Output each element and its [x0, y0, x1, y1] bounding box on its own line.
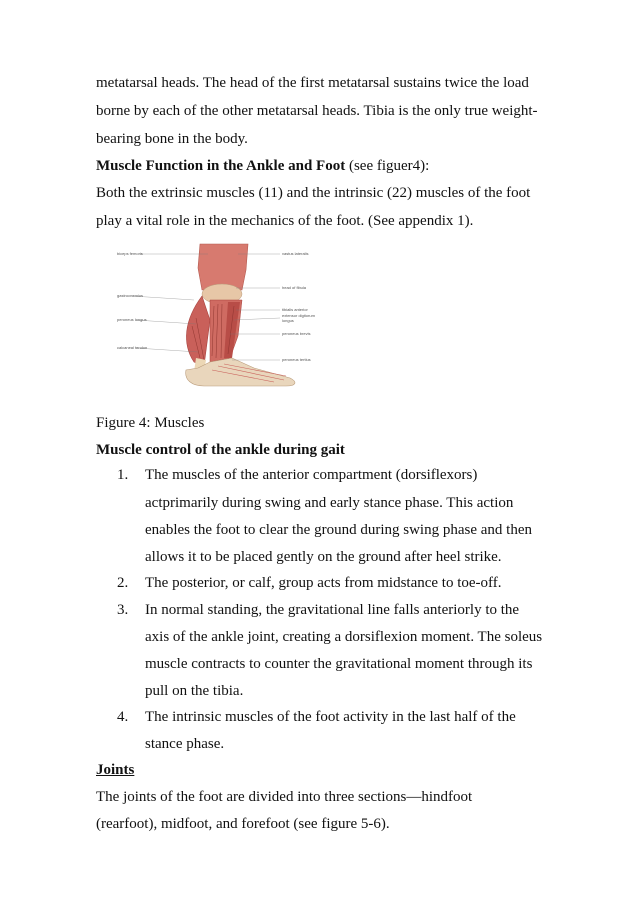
- label-gastrocnemius: gastrocnemius: [117, 293, 144, 298]
- label-peroneus-brevis: peroneus brevis: [282, 331, 311, 336]
- paragraph-line: The joints of the foot are divided into three sections—hindfoot: [96, 789, 473, 805]
- leg-muscles-illustration: [114, 240, 336, 388]
- heading-reference-text: (see figuer4):: [345, 158, 430, 174]
- thigh-shape: [198, 244, 248, 290]
- list-item-line: stance phase.: [145, 736, 225, 752]
- label-calcaneal-tendon: calcaneal tendon: [117, 345, 148, 350]
- list-item-line: actprimarily during swing and early stance phase. This action: [145, 495, 514, 511]
- list-item-line: The muscles of the anterior compartment (dorsiflexors): [145, 467, 478, 483]
- section-heading-muscle-function: [96, 156, 429, 176]
- list-item-line: allows it to be placed gently on the ground after heel strike.: [145, 549, 502, 565]
- calf-shape: [186, 296, 210, 366]
- list-item-line: In normal standing, the gravitational line falls anteriorly to the: [145, 602, 520, 618]
- section-heading-joints: Joints: [96, 762, 135, 778]
- label-longus: longus: [282, 318, 294, 323]
- label-vastus-lateralis: vastus lateralis: [282, 251, 309, 256]
- list-item-number: 3.: [117, 602, 129, 618]
- label-peroneus-tertius: peroneus tertius: [282, 357, 311, 362]
- heading-bold-text: Muscle Function in the Ankle and Foot: [96, 158, 346, 174]
- paragraph-line: (rearfoot), midfoot, and forefoot (see figure 5-6).: [96, 816, 390, 832]
- list-item-line: axis of the ankle joint, creating a dorsiflexion moment. The soleus: [145, 629, 543, 645]
- label-tibialis-anterior: tibialis anterior: [282, 307, 308, 312]
- label-biceps-femoris: biceps femoris: [117, 251, 143, 256]
- list-item-line: pull on the tibia.: [145, 683, 244, 699]
- label-peroneus-longus: peroneus longus: [117, 317, 147, 322]
- section-heading-gait: Muscle control of the ankle during gait: [96, 442, 345, 458]
- paragraph-line: bearing bone in the body.: [96, 131, 248, 147]
- list-item-line: muscle contracts to counter the gravitational moment through its: [145, 656, 533, 672]
- paragraph-line: play a vital role in the mechanics of the foot. (See appendix 1).: [96, 213, 474, 229]
- list-item-line: The posterior, or calf, group acts from midstance to toe-off.: [145, 575, 502, 591]
- label-head-of-fibula: head of fibula: [282, 285, 307, 290]
- figure-caption: Figure 4: Muscles: [96, 415, 205, 431]
- list-item-number: 4.: [117, 709, 129, 725]
- paragraph-line: metatarsal heads. The head of the first metatarsal sustains twice the load: [96, 75, 529, 91]
- list-item-line: enables the foot to clear the ground during swing phase and then: [145, 522, 532, 538]
- list-item-line: The intrinsic muscles of the foot activity in the last half of the: [145, 709, 516, 725]
- list-item-number: 2.: [117, 575, 129, 591]
- list-item-number: 1.: [117, 467, 129, 483]
- paragraph-line: borne by each of the other metatarsal heads. Tibia is the only true weight-: [96, 103, 538, 119]
- label-extensor-digitorum: extensor digitorum: [282, 313, 315, 318]
- paragraph-line: Both the extrinsic muscles (11) and the intrinsic (22) muscles of the foot: [96, 185, 531, 201]
